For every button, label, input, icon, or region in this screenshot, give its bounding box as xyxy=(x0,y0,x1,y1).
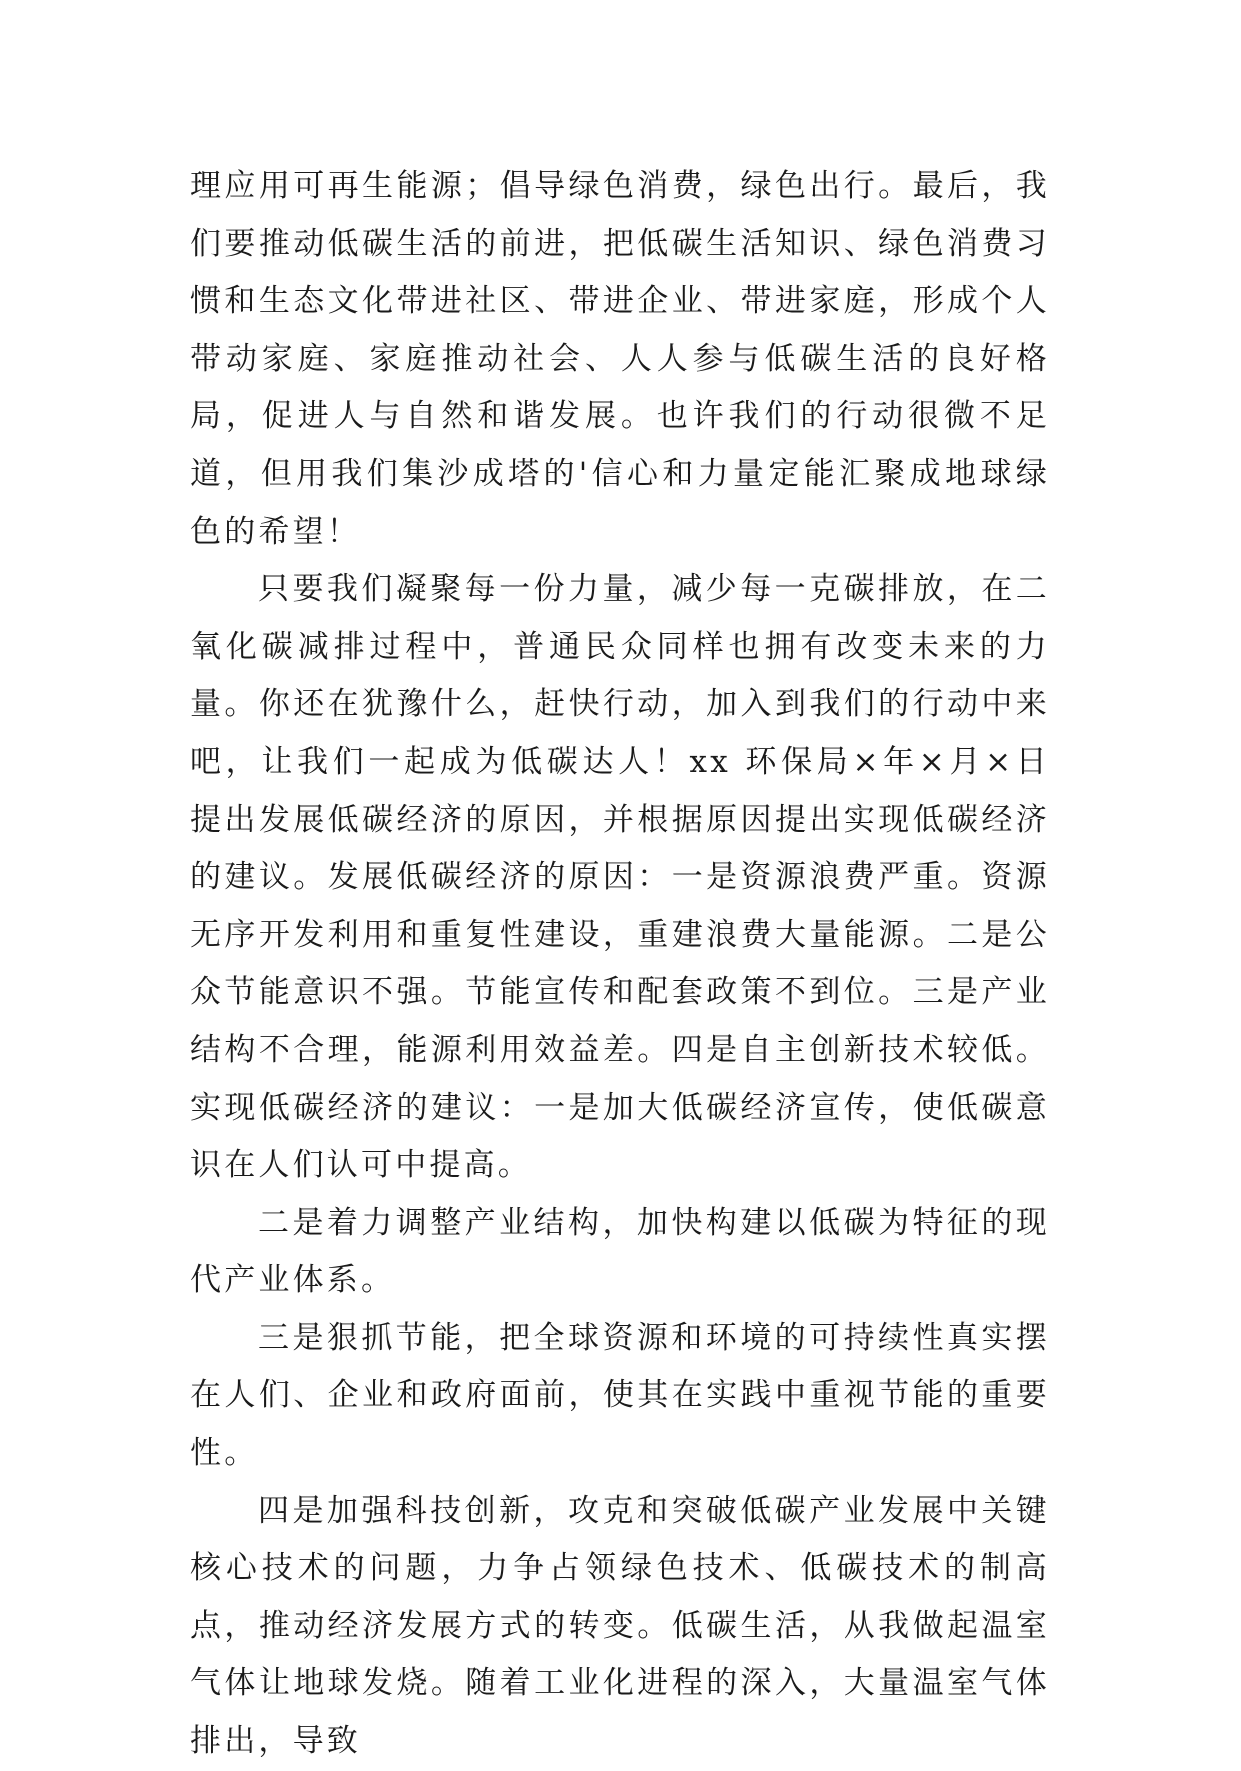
paragraph-4: 三是狠抓节能，把全球资源和环境的可持续性真实摆在人们、企业和政府面前，使其在实践中重视节能的重要性。 xyxy=(190,1319,1050,1472)
document-body xyxy=(190,158,1050,1771)
paragraph-1: 理应用可再生能源；倡导绿色消费，绿色出行。最后，我们要推动低碳生活的前进，把低碳生活知识、绿色消费习惯和生态文化带进社区、带进企业、带进家庭，形成个人带动家庭、家庭推动社会、人人参与低碳生活的良好格局，促进人与自然和谐发展。也许我们的行动很微不足道，但用我们集沙成塔的'信心和力量定能汇聚成地球绿色的希望！ xyxy=(190,168,1050,550)
paragraph-3: 二是着力调整产业结构，加快构建以低碳为特征的现代产业体系。 xyxy=(190,1204,1050,1299)
paragraph-5: 四是加强科技创新，攻克和突破低碳产业发展中关键核心技术的问题，力争占领绿色技术、低碳技术的制高点，推动经济发展方式的转变。低碳生活，从我做起温室气体让地球发烧。随着工业化进程的深入，大量温室气体排出，导致 xyxy=(190,1492,1050,1760)
paragraph-2: 只要我们凝聚每一份力量，减少每一克碳排放，在二氧化碳减排过程中，普通民众同样也拥有改变未来的力量。你还在犹豫什么，赶快行动，加入到我们的行动中来吧，让我们一起成为低碳达人！xx 环保局×年×月×日提出发展低碳经济的原因，并根据原因提出实现低碳经济的建议。发展低碳经济的原因：一是资源浪费严重。资源无序开发利用和重复性建设，重建浪费大量能源。二是公众节能意识不强。节能宣传和配套政策不到位。三是产业结构不合理，能源利用效益差。四是自主创新技术较低。实现低碳经济的建议：一是加大低碳经济宣传，使低碳意识在人们认可中提高。 xyxy=(190,571,1050,1184)
